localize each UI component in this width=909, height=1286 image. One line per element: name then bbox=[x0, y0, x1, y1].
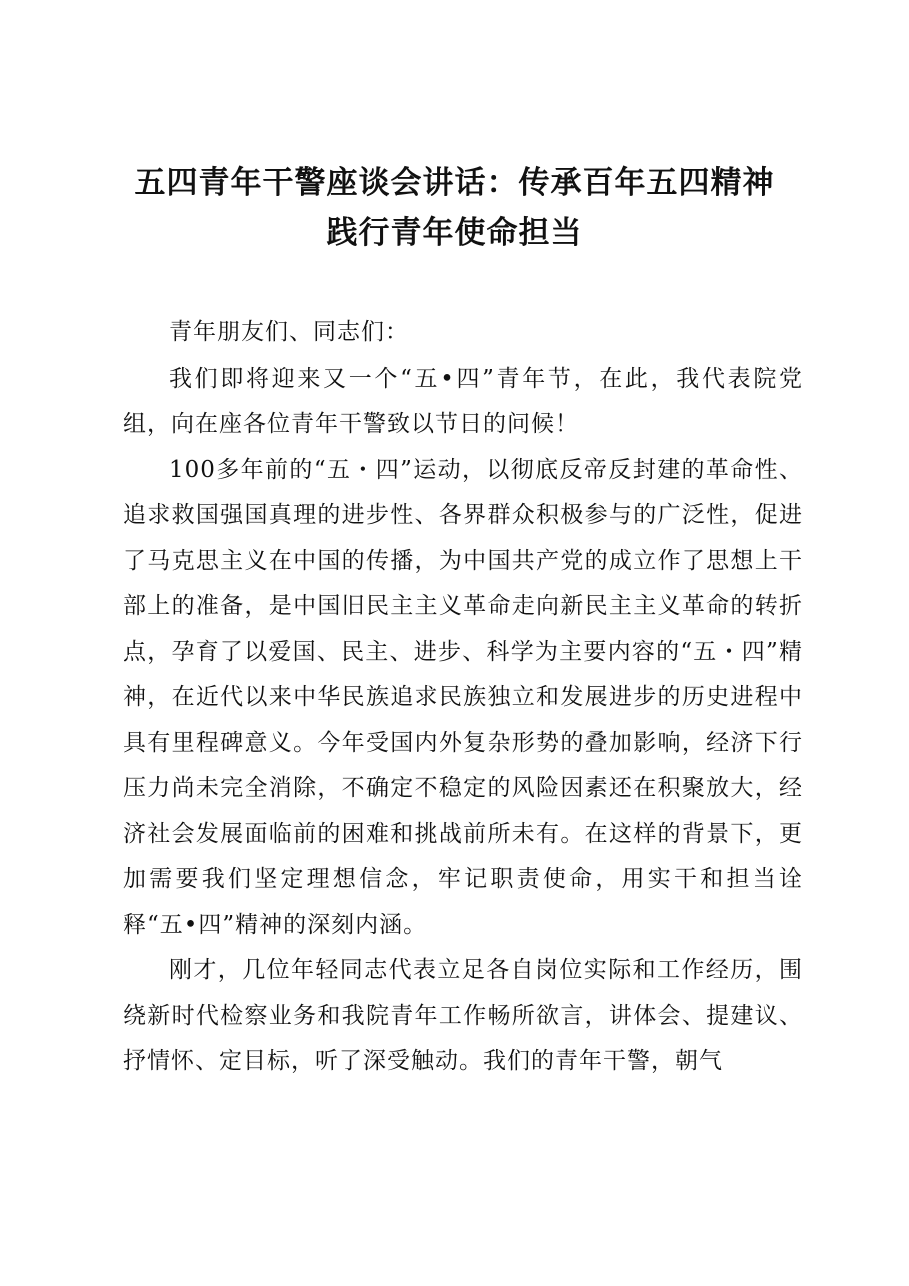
document-body bbox=[123, 310, 803, 1085]
paragraph-2: 100多年前的“五・四”运动，以彻底反帝反封建的革命性、追求救国强国真理的进步性、各界群众积极参与的广泛性，促进了马克思主义在中国的传播，为中国共产党的成立作了思想上干部上的准备，是中国旧民主主义革命走向新民主主义革命的转折点，孕育了以爱国、民主、进步、科学为主要内容的“五・四”精神，在近代以来中华民族追求民族独立和发展进步的历史进程中具有里程碑意义。今年受国内外复杂形势的叠加影响，经济下行压力尚未完全消除，不确定不稳定的风险因素还在积聚放大，经济社会发展面临前的困难和挑战前所未有。在这样的背景下，更加需要我们坚定理想信念，牢记职责使命，用实干和担当诠释“五•四”精神的深刻内涵。 bbox=[123, 456, 803, 938]
document-title bbox=[110, 158, 799, 258]
title-line-1: 五四青年干警座谈会讲话：传承百年五四精神 bbox=[134, 165, 775, 201]
greeting: 青年朋友们、同志们： bbox=[169, 319, 409, 345]
title-line-2: 践行青年使命担当 bbox=[326, 215, 583, 251]
paragraph-3: 刚才，几位年轻同志代表立足各自岗位实际和工作经历，围绕新时代检察业务和我院青年工作畅所欲言，讲体会、提建议、抒情怀、定目标，听了深受触动。我们的青年干警，朝气 bbox=[123, 957, 803, 1074]
paragraph-1: 我们即将迎来又一个“五•四”青年节，在此，我代表院党组，向在座各位青年干警致以节日的问候！ bbox=[123, 365, 803, 437]
